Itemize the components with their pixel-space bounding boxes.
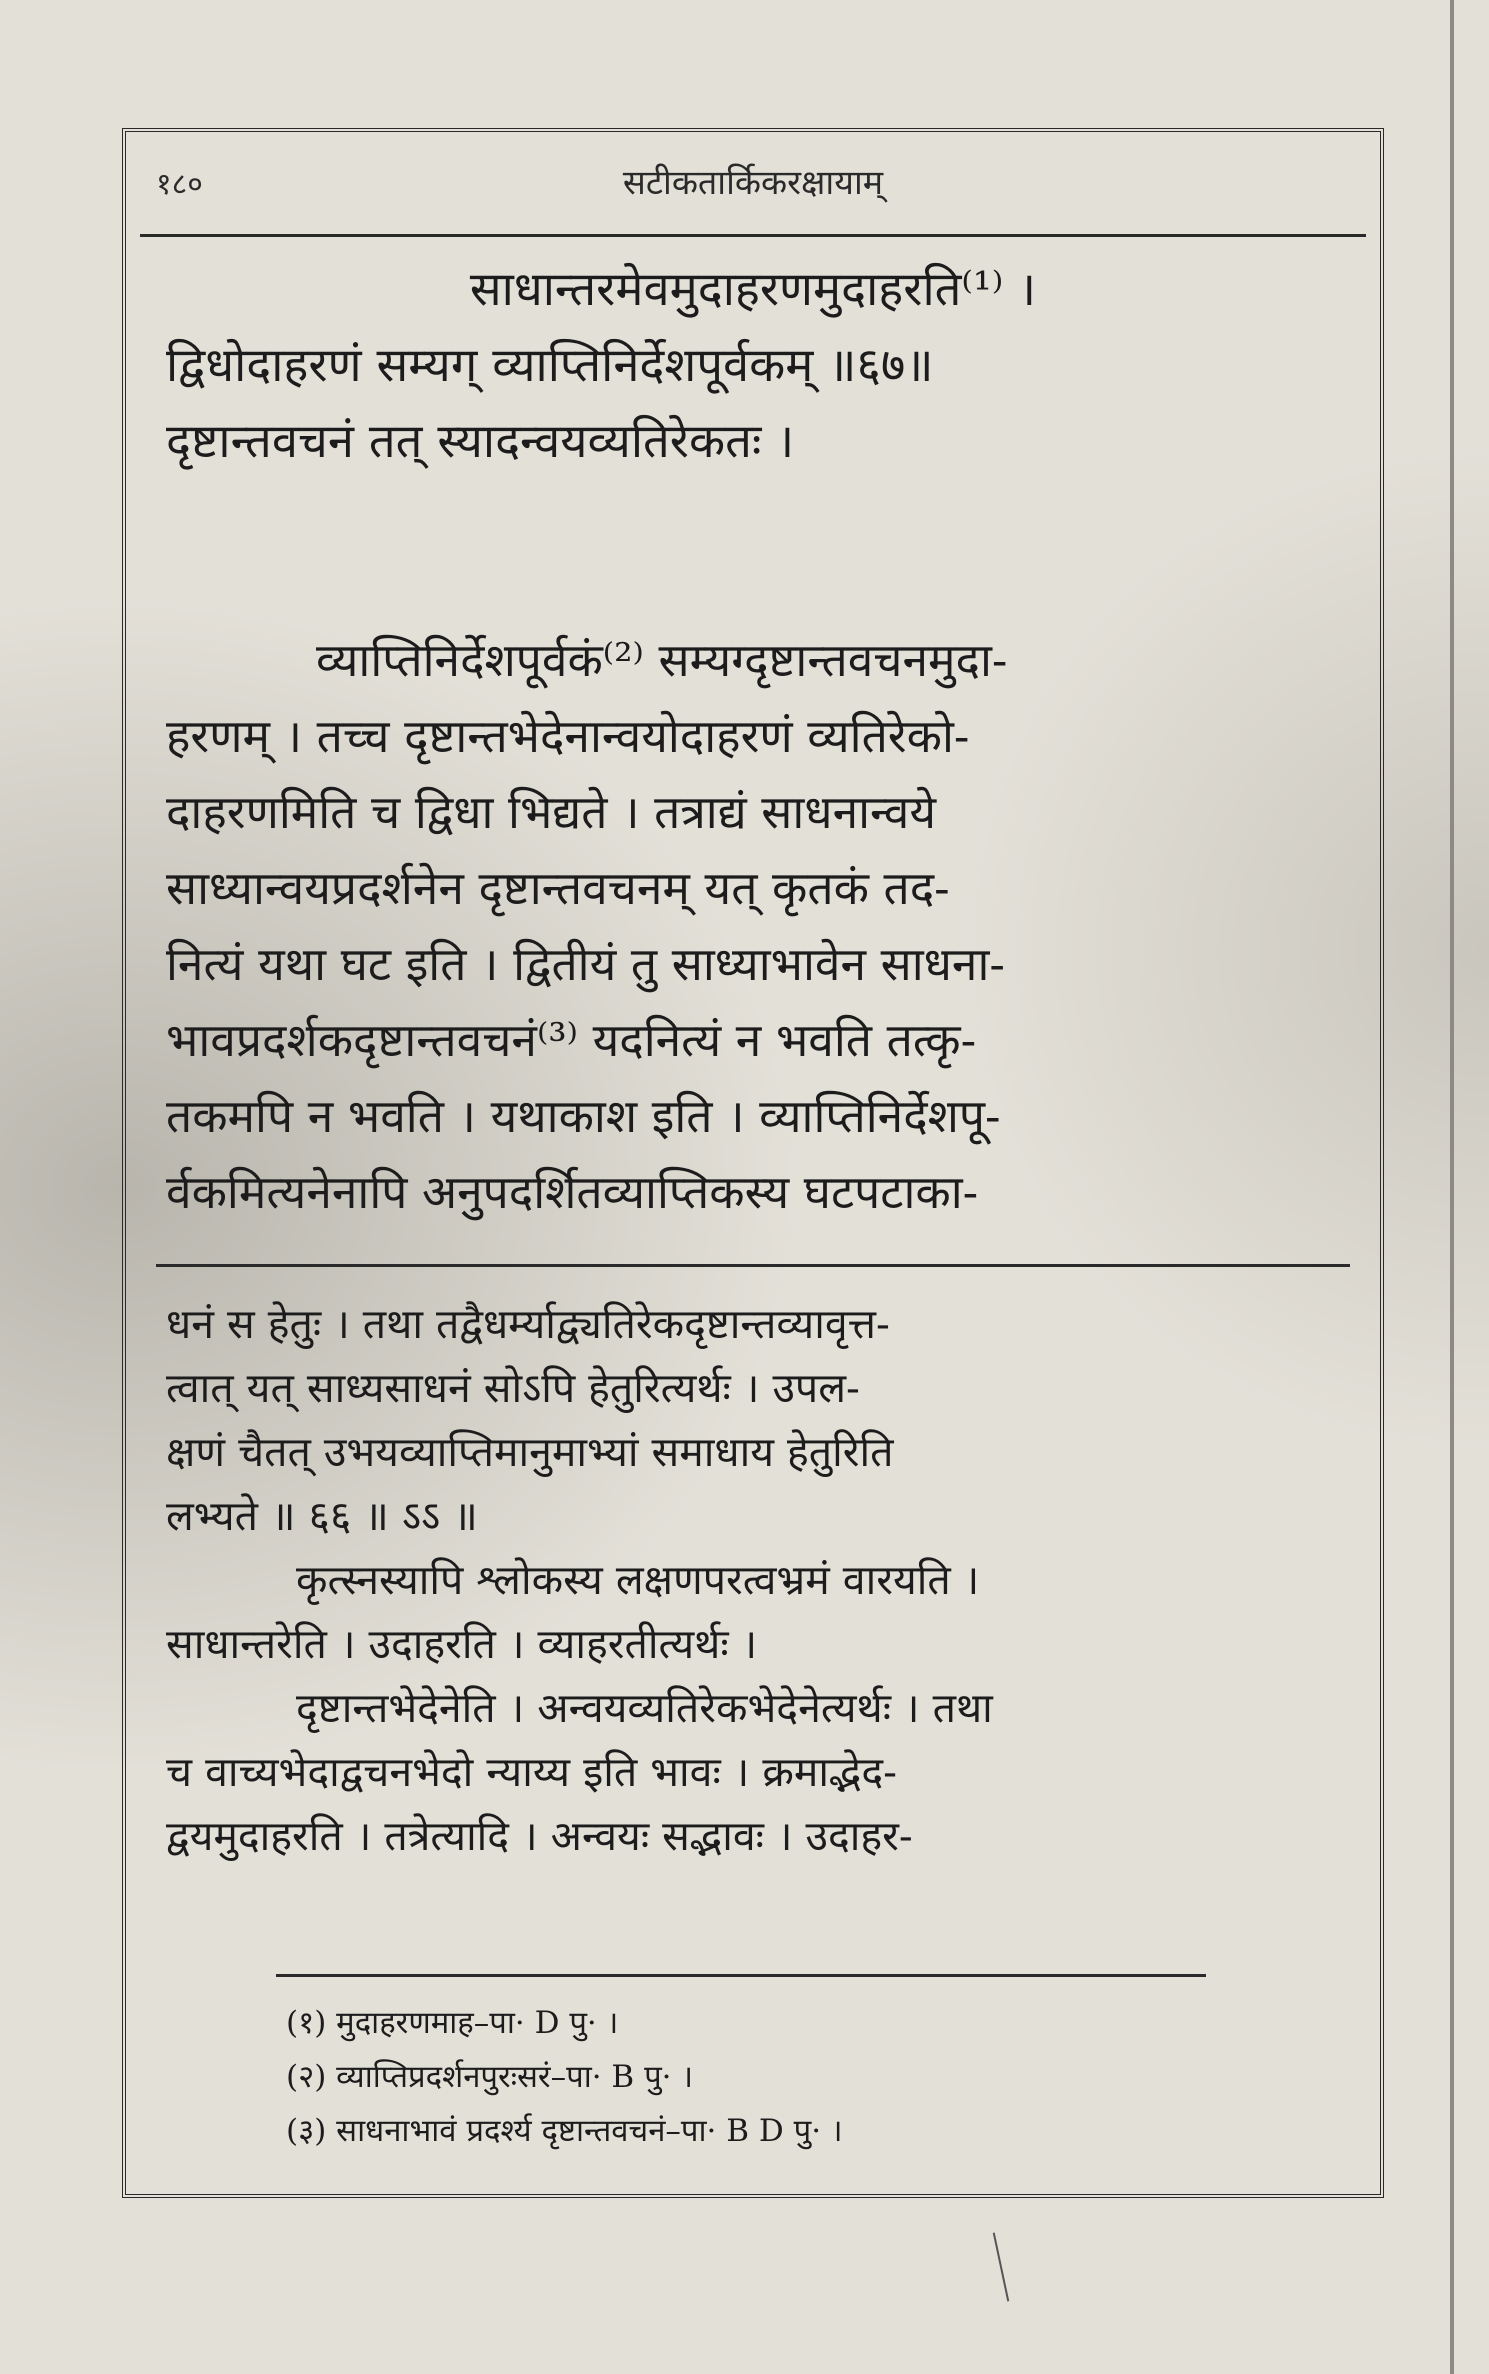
running-title: सटीकतार्किकरक्षायाम् [622,163,884,203]
running-head [126,152,1380,222]
gloss-line: लभ्यते ॥ ६६ ॥ ऽऽ ॥ [166,1492,478,1540]
scan-scratch-mark [993,2233,1010,2302]
commentary-line: तकमपि न भवति । यथाकाश इति । व्याप्तिनिर्देशपू- [166,1089,1001,1143]
commentary-line: नित्यं यथा घट इति । द्वितीयं तु साध्याभावेन साधना- [166,937,1005,991]
commentary-block [166,622,1340,1230]
gloss-line: दृष्टान्तभेदेनेति । अन्वयव्यतिरेकभेदेनेत्यर्थः । तथा [296,1684,993,1732]
gloss-line: धनं स हेतुः । तथा तद्वैधर्म्याद्व्यतिरेकदृष्टान्तव्यावृत्त- [166,1300,890,1348]
commentary-line: भावप्रदर्शकदृष्टान्तवचनं⁽³⁾ यदनित्यं न भवति तत्कृ- [166,1013,977,1067]
commentary-line: हरणम् । तच्च दृष्टान्तभेदेनान्वयोदाहरणं व्यतिरेको- [166,709,970,763]
gloss-line: साधान्तरेति । उदाहरति । व्याहरतीत्यर्थः । [166,1620,758,1668]
page-frame [122,128,1384,2198]
footnote-rule [276,1974,1206,1977]
footnote-2: (२) व्याप्तिप्रदर्शनपुरःसरं–पा· B पु· । [286,2059,694,2095]
gloss-line: च वाच्यभेदाद्वचनभेदो न्याय्य इति भावः । क्रमाद्भेद- [166,1748,897,1796]
verse-line: द्विधोदाहरणं सम्यग् व्याप्तिनिर्देशपूर्वकम् ॥६७॥ [166,338,934,393]
footnotes [286,1996,843,2158]
verse-line: दृष्टान्तवचनं तत् स्यादन्वयव्यतिरेकतः । [166,414,795,469]
footnote-3: (३) साधनाभावं प्रदर्श्य दृष्टान्तवचनं–पा· B D पु· । [286,2113,843,2149]
commentary-line: साध्यान्वयप्रदर्शनेन दृष्टान्तवचनम् यत् कृतकं तद- [166,861,950,915]
book-spine-edge [1450,0,1454,2374]
gloss-line: क्षणं चैतत् उभयव्याप्तिमानुमाभ्यां समाधाय हेतुरिति [166,1428,894,1476]
gloss-line: द्वयमुदाहरति । तत्रेत्यादि । अन्वयः सद्भावः । उदाहर- [166,1812,913,1860]
commentary-line: र्वकमित्यनेनापि अनुपदर्शितव्याप्तिकस्य घटपटाका- [166,1165,979,1219]
page-number: १८० [156,167,203,202]
header-rule [140,234,1366,237]
commentary-line: व्याप्तिनिर्देशपूर्वकं⁽²⁾ सम्यग्दृष्टान्तवचनमुदा- [316,633,1008,687]
gloss-line: त्वात् यत् साध्यसाधनं सोऽपि हेतुरित्यर्थः । उपल- [166,1364,860,1412]
verse-intro-line: साधान्तरमेवमुदाहरणमुदाहरति⁽¹⁾ । [469,262,1037,317]
commentary-line: दाहरणमिति च द्विधा भिद्यते । तत्राद्यं साधनान्वये [166,785,937,839]
verse-block [166,252,1340,480]
gloss-block [166,1292,1340,1868]
section-divider [156,1264,1350,1267]
footnote-1: (१) मुदाहरणमाह–पा· D पु· । [286,2005,619,2041]
gloss-line: कृत्स्नस्यापि श्लोकस्य लक्षणपरत्वभ्रमं वारयति । [296,1556,980,1604]
